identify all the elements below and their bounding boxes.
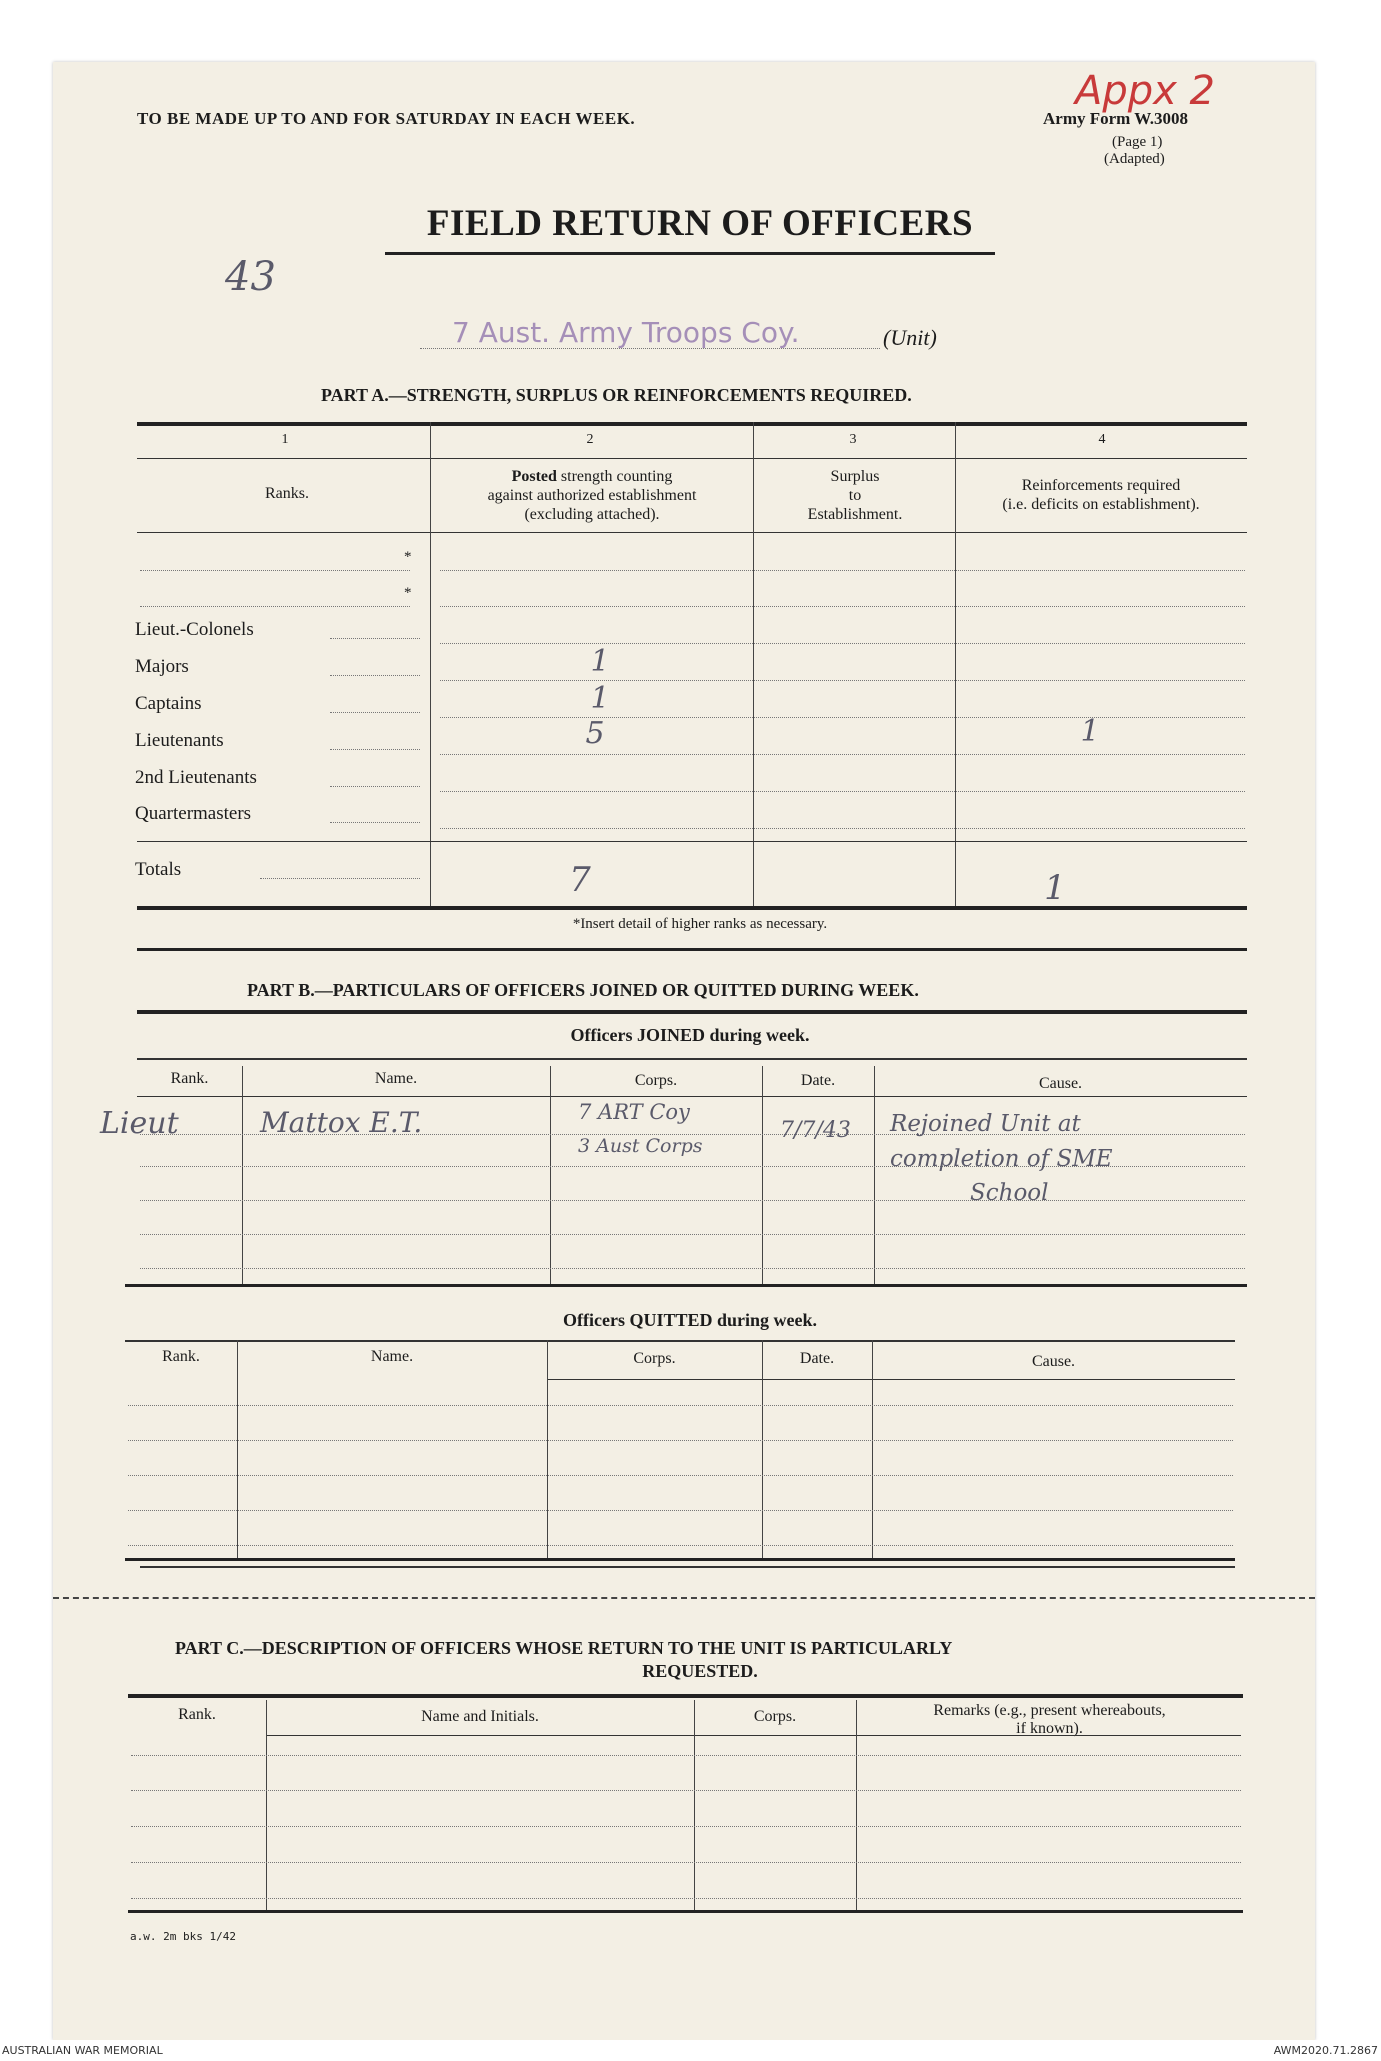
part-a-footnote: *Insert detail of higher ranks as necessary. xyxy=(572,916,828,932)
quitted-divider-1 xyxy=(237,1340,238,1558)
rank-leader-dots xyxy=(330,822,420,823)
joined-divider-2 xyxy=(550,1066,551,1284)
footer-right: AWM2020.71.2867 xyxy=(1273,2044,1378,2057)
part-c-row-rule xyxy=(131,1862,1241,1863)
rank-label-lieut-colonels: Lieut.-Colonels xyxy=(135,619,254,640)
adapted-note: (Adapted) xyxy=(1104,151,1165,167)
joined-bottom-rule xyxy=(125,1284,1247,1287)
remarks-header-line1: Remarks (e.g., present whereabouts, xyxy=(933,1702,1166,1719)
row-rule xyxy=(440,754,1245,755)
rank-label-quartermasters: Quartermasters xyxy=(135,803,252,824)
joined-col-name: Name. xyxy=(374,1070,418,1087)
part-a-header-rule xyxy=(137,532,1247,533)
quitted-col-name: Name. xyxy=(370,1348,414,1365)
joined-divider-3 xyxy=(762,1066,763,1284)
joined-header-rule xyxy=(137,1096,1247,1097)
appx-annotation: Appx 2 xyxy=(1075,68,1215,114)
rank-label-captains: Captains xyxy=(135,693,202,714)
posted-lieutenants: 5 xyxy=(585,716,605,751)
rank-label-2nd-lieutenants: 2nd Lieutenants xyxy=(135,767,257,788)
quitted-divider-4 xyxy=(872,1340,873,1558)
quitted-top-rule xyxy=(125,1340,1235,1342)
perforation-line xyxy=(53,1597,1315,1599)
form-number: Army Form W.3008 xyxy=(1043,109,1188,128)
part-c-col-remarks xyxy=(856,1702,1243,1738)
col-number-3: 3 xyxy=(849,432,857,447)
joined-rank-entry: Lieut xyxy=(100,1106,179,1141)
blank-rank-line xyxy=(140,606,410,607)
quitted-col-rank: Rank. xyxy=(162,1348,200,1365)
quitted-col-corps: Corps. xyxy=(633,1350,676,1367)
part-b-top-rule xyxy=(137,1010,1247,1014)
part-c-divider-3 xyxy=(856,1700,857,1910)
joined-top-rule xyxy=(137,1058,1247,1060)
joined-col-date: Date. xyxy=(800,1072,836,1089)
joined-col-corps: Corps. xyxy=(634,1072,678,1089)
rank-leader-dots xyxy=(330,712,420,713)
part-b-heading: PART B.—PARTICULARS OF OFFICERS JOINED OR QUITTED DURING WEEK. xyxy=(247,980,919,1000)
col3-header-line3: Establishment. xyxy=(807,506,903,523)
joined-date-entry: 7/7/43 xyxy=(780,1118,851,1143)
quitted-row-rule xyxy=(128,1475,1233,1476)
footer-left: AUSTRALIAN WAR MEMORIAL xyxy=(2,2044,163,2057)
quitted-header-rule xyxy=(547,1379,1235,1380)
form-paper xyxy=(53,62,1315,2040)
row-rule xyxy=(440,791,1245,792)
quitted-divider-2 xyxy=(547,1340,548,1558)
row-rule xyxy=(440,828,1245,829)
page-number: (Page 1) xyxy=(1112,134,1163,150)
row-rule xyxy=(440,570,1245,571)
joined-divider-4 xyxy=(874,1066,875,1284)
col-ranks-header: Ranks. xyxy=(265,485,309,502)
totals-label: Totals xyxy=(135,859,182,880)
part-c-row-rule xyxy=(131,1755,1241,1756)
joined-col-cause: Cause. xyxy=(1038,1075,1083,1092)
joined-row-rule xyxy=(140,1200,1245,1201)
part-c-heading-1: PART C.—DESCRIPTION OF OFFICERS WHOSE RETURN TO THE UNIT IS PARTICULARLY xyxy=(175,1638,953,1658)
part-c-row-rule xyxy=(131,1790,1241,1791)
joined-cause-entry-1: Rejoined Unit at xyxy=(890,1111,1081,1137)
joined-cause-entry-2: completion of SME xyxy=(890,1146,1113,1172)
quitted-col-cause: Cause. xyxy=(1031,1353,1076,1370)
joined-cause-entry-3: School xyxy=(970,1180,1049,1206)
quitted-row-rule xyxy=(128,1405,1233,1406)
row-rule xyxy=(440,606,1245,607)
col4-header-line1: Reinforcements required xyxy=(1021,477,1181,494)
quitted-row-rule xyxy=(128,1545,1233,1546)
part-c-heading-2: REQUESTED. xyxy=(642,1661,758,1681)
totals-top-rule xyxy=(137,841,1247,842)
quitted-bottom-rule-2 xyxy=(140,1566,1235,1568)
joined-row-rule xyxy=(140,1234,1245,1235)
rank-label-majors: Majors xyxy=(135,656,189,677)
joined-row-rule xyxy=(140,1268,1245,1269)
col2-header-rest: strength counting xyxy=(560,468,673,485)
joined-corps-entry-2: 3 Aust Corps xyxy=(578,1135,703,1157)
col-number-1: 1 xyxy=(281,432,289,447)
part-c-top-rule xyxy=(128,1694,1243,1698)
part-c-col-corps: Corps. xyxy=(753,1708,797,1725)
blank-rank-line xyxy=(140,570,410,571)
part-c-divider-1 xyxy=(266,1700,267,1910)
col3-header xyxy=(755,467,955,524)
part-c-header-rule xyxy=(266,1735,1241,1736)
quitted-divider-3 xyxy=(762,1340,763,1558)
part-a-divider-3 xyxy=(955,422,956,906)
joined-heading: Officers JOINED during week. xyxy=(570,1025,810,1045)
joined-col-rank: Rank. xyxy=(170,1070,209,1087)
totals-posted: 7 xyxy=(569,860,591,900)
col4-header-line2: (i.e. deficits on establishment). xyxy=(1002,496,1200,513)
part-a-divider-1 xyxy=(430,422,431,906)
part-c-bottom-rule xyxy=(128,1910,1243,1913)
totals-leader-dots xyxy=(260,878,420,879)
posted-captains: 1 xyxy=(590,681,610,716)
part-c-row-rule xyxy=(131,1826,1241,1827)
part-a-end-rule xyxy=(137,948,1247,951)
page-title: FIELD RETURN OF OFFICERS xyxy=(426,203,974,244)
part-a-heading: PART A.—STRENGTH, SURPLUS OR REINFORCEMENTS REQUIRED. xyxy=(321,385,912,405)
col2-header xyxy=(432,467,752,524)
instruction-text: TO BE MADE UP TO AND FOR SATURDAY IN EACH WEEK. xyxy=(137,109,636,128)
unit-label: (Unit) xyxy=(883,325,937,350)
quitted-bottom-rule xyxy=(125,1558,1235,1561)
title-underline xyxy=(385,252,995,255)
quitted-col-date: Date. xyxy=(799,1350,835,1367)
remarks-header-line2: if known). xyxy=(1016,1720,1083,1737)
totals-reinforcements: 1 xyxy=(1044,868,1066,908)
reinforcements-lieutenants: 1 xyxy=(1080,714,1100,749)
col-number-2: 2 xyxy=(586,432,594,447)
print-code: a.w. 2m bks 1/42 xyxy=(130,1930,236,1943)
part-a-divider-2 xyxy=(753,422,754,906)
part-c-divider-2 xyxy=(694,1700,695,1910)
rank-leader-dots xyxy=(330,749,420,750)
part-a-number-rule xyxy=(137,458,1247,459)
quitted-row-rule xyxy=(128,1510,1233,1511)
col3-header-line1: Surplus xyxy=(830,468,880,485)
quitted-row-rule xyxy=(128,1440,1233,1441)
folio-number: 43 xyxy=(225,254,276,300)
col2-header-line2: against authorized establishment xyxy=(487,487,697,504)
joined-corps-entry-1: 7 ART Coy xyxy=(578,1100,690,1124)
unit-dotted-line xyxy=(420,348,880,349)
posted-majors: 1 xyxy=(590,644,610,679)
joined-divider-1 xyxy=(242,1066,243,1284)
col-number-4: 4 xyxy=(1098,432,1106,447)
col2-header-bold: Posted xyxy=(511,468,557,485)
unit-name: 7 Aust. Army Troops Coy. xyxy=(452,316,800,349)
archive-footer xyxy=(0,2040,1381,2061)
col3-header-line2: to xyxy=(848,487,862,504)
col2-header-line3: (excluding attached). xyxy=(524,506,660,523)
part-a-top-rule xyxy=(137,422,1247,426)
part-a-bottom-rule xyxy=(137,906,1247,910)
joined-name-entry: Mattox E.T. xyxy=(260,1106,423,1139)
quitted-heading: Officers QUITTED during week. xyxy=(563,1310,817,1330)
part-c-col-name: Name and Initials. xyxy=(421,1708,539,1725)
rank-leader-dots xyxy=(330,675,420,676)
part-c-col-rank: Rank. xyxy=(178,1706,216,1723)
rank-leader-dots xyxy=(330,786,420,787)
asterisk-mark: * xyxy=(404,549,412,565)
rank-leader-dots xyxy=(330,638,420,639)
asterisk-mark: * xyxy=(404,585,412,601)
rank-label-lieutenants: Lieutenants xyxy=(135,730,224,751)
col4-header xyxy=(955,476,1247,514)
part-c-row-rule xyxy=(131,1898,1241,1899)
